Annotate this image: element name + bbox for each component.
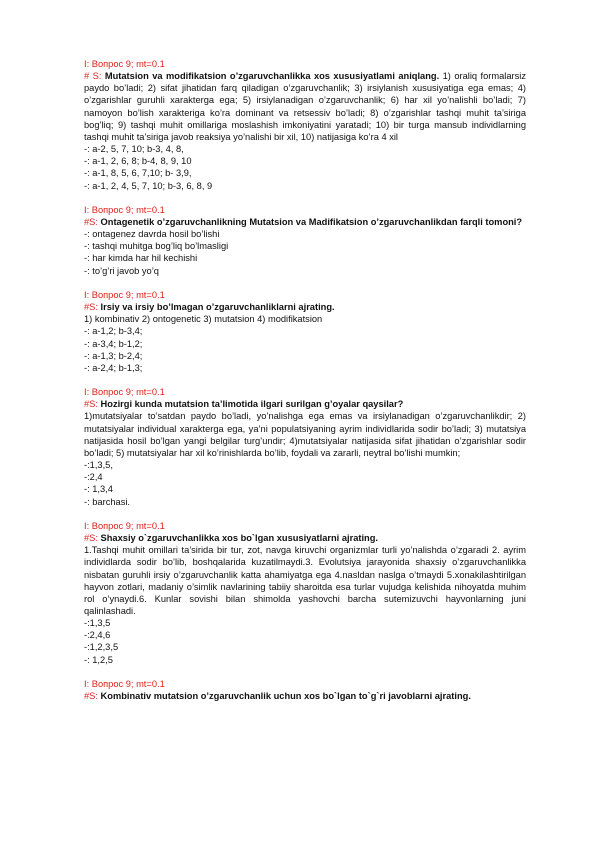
answer-option: -: a-1, 8, 5, 6, 7,10; b- 3,9, (84, 168, 192, 179)
question-block-6 (84, 678, 526, 702)
answer-option: -: tashqi muhitga bog’liq bo’lmasligi (84, 241, 229, 252)
question-header: I: Вопрос 9; mt=0.1 (84, 520, 165, 531)
answer-option: -: 1,3,4 (84, 484, 113, 495)
answer-option: -: ontagenez davrda hosil bo’lishi (84, 229, 220, 240)
answer-option: -: har kimda har hil kechishi (84, 253, 198, 264)
question-extra: 1)mutatsiyalar to’satdan paydo bo’ladi, yo’nalishga ega emas va irsiylanadigan o’zgaruvchanlikdir; 2) mutatsiyalar individual xarakterga ega, ya’ni populatsiyaning ayrim individlarida sodir bo’ladi; 3) mutatsiya natijasida hosil bo’lgan yangi belgilar turg’undir; 4)mutatsiyalar natijasida sifat jihatidan o’zgarishlar sodir bo’ladi; 5) mutatsiyalar har xil ko’rinishlarda bo’lib, foydali va zararli, neytral bo’lishi mumkin; (84, 411, 526, 458)
question-marker: #S: (84, 399, 101, 410)
question-block-2 (84, 204, 526, 277)
question-block-3 (84, 289, 526, 374)
question-title: Shaxsiy o`zgaruvchanlikka xos bo`lgan xususiyatlarni ajrating. (100, 533, 378, 544)
answer-option: -: 1,2,5 (84, 654, 113, 665)
answer-option: -: a-1,2; b-3,4; (84, 326, 143, 337)
question-marker: #S: (84, 217, 101, 228)
question-header: I: Вопрос 9; mt=0.1 (84, 387, 165, 398)
question-header: I: Вопрос 9; mt=0.1 (84, 204, 165, 215)
answer-option: -: barchasi. (84, 496, 130, 507)
question-extra: 1.Tashqi muhit omillari ta’sirida bir tur, zot, navga kiruvchi organizmlar turli yo’nalishda o’zgaradi 2. ayrim individlarda sodir bo’lib, boshqalarida kuzatilmaydi.3. Evolutsiya jarayonida shaxsiy o’zgaruvchanlikka nisbatan guruhli irsiy o’zgaruvchanlik katta ahamiyatga ega 4.nasldan naslga o’tmaydi 5.xonakilashtirilgan hayvon zotlari, madaniy o’simlik navlarining tabiiy sharoitda esa turlar vujudga kelishida nihoyatda muhim rol o’ynaydi.6. Kunlar sovishi bilan shimolda yashovchi barcha sutemizuvchi hayvonlarning juni qalinlashadi. (84, 545, 526, 616)
question-marker: #S: (84, 691, 101, 702)
answer-option: -: a-2,4; b-1,3; (84, 362, 143, 373)
answer-option: -:1,3,5, (84, 460, 113, 471)
answer-option: -:2,4,6 (84, 630, 111, 641)
answer-option: -:2,4 (84, 472, 103, 483)
question-title: Kombinativ mutatsion o’zgaruvchanlik uchun xos bo`lgan to`g`ri javoblarni ajrating. (100, 691, 471, 702)
answer-option: -: a-3,4; b-1,2; (84, 338, 143, 349)
question-block-1 (84, 58, 526, 192)
question-body: 1) oraliq formalarsiz paydo bo’ladi; 2) sifat jihatidan farq qiladigan o’zgaruvchanlik; 3) irsiylanish xususiyatiga ega emas; 4) o’zgarishlar guruhli xarakterga ega; 5) irsiylanadigan o’zgaruvchanlik; 6) har xil yo’nalishli bo’ladi; 7) namoyon bo’lish xarakteriga ko’ra dominant va retsessiv bo’ladi; 8) o’zgarishlar tashqi muhit ta’siriga bog’liq; 9) tashqi muhit omillariga moslashish imkoniyatini yaratadi; 10) bir turga mansub individlarning tashqi muhit ta’siriga javob reaksiya yo’nalishi bir xil, 10) natijasiga ko’ra 4 xil (84, 71, 526, 142)
question-extra: 1) kombinativ 2) ontogenetic 3) mutatsion 4) modifikatsion (84, 314, 323, 325)
answer-option: -: a-1,3; b-2,4; (84, 350, 143, 361)
question-block-5 (84, 520, 526, 666)
question-marker: #S: (84, 302, 101, 313)
question-header: I: Вопрос 9; mt=0.1 (84, 289, 165, 300)
question-header: I: Вопрос 9; mt=0.1 (84, 678, 165, 689)
question-title: Ontagenetik o’zgaruvchanlikning Mutatsion va Madifikatsion o’zgaruvchanlikdan farqli tomoni? (100, 217, 523, 228)
answer-option: -: a-1, 2, 6, 8; b-4, 8, 9, 10 (84, 156, 192, 167)
answer-option: -:1,3,5 (84, 618, 111, 629)
question-text (84, 398, 526, 410)
question-marker: # S: (84, 71, 105, 82)
answer-option: -: a-1, 2, 4, 5, 7, 10; b-3, 6, 8, 9 (84, 180, 213, 191)
question-text (84, 301, 526, 313)
answer-option: -:1,2,3,5 (84, 642, 119, 653)
question-text (84, 690, 526, 702)
question-marker: #S: (84, 533, 101, 544)
document-page (84, 58, 526, 702)
question-text (84, 216, 526, 228)
question-text (84, 532, 526, 544)
question-title: Irsiy va irsiy bo’lmagan o’zgaruvchanliklarni ajrating. (100, 302, 335, 313)
question-title: Hozirgi kunda mutatsion ta’limotida ilgari surilgan g’oyalar qaysilar? (100, 399, 404, 410)
answer-option: -: a-2, 5, 7, 10; b-3, 4, 8, (84, 144, 184, 155)
question-title: Mutatsion va modifikatsion o’zgaruvchanlikka xos xususiyatlami aniqlang. (104, 71, 440, 82)
question-text (84, 70, 526, 143)
question-block-4 (84, 386, 526, 508)
answer-option: -: to’g’ri javob yo’q (84, 265, 159, 276)
question-header: I: Вопрос 9; mt=0.1 (84, 59, 165, 69)
